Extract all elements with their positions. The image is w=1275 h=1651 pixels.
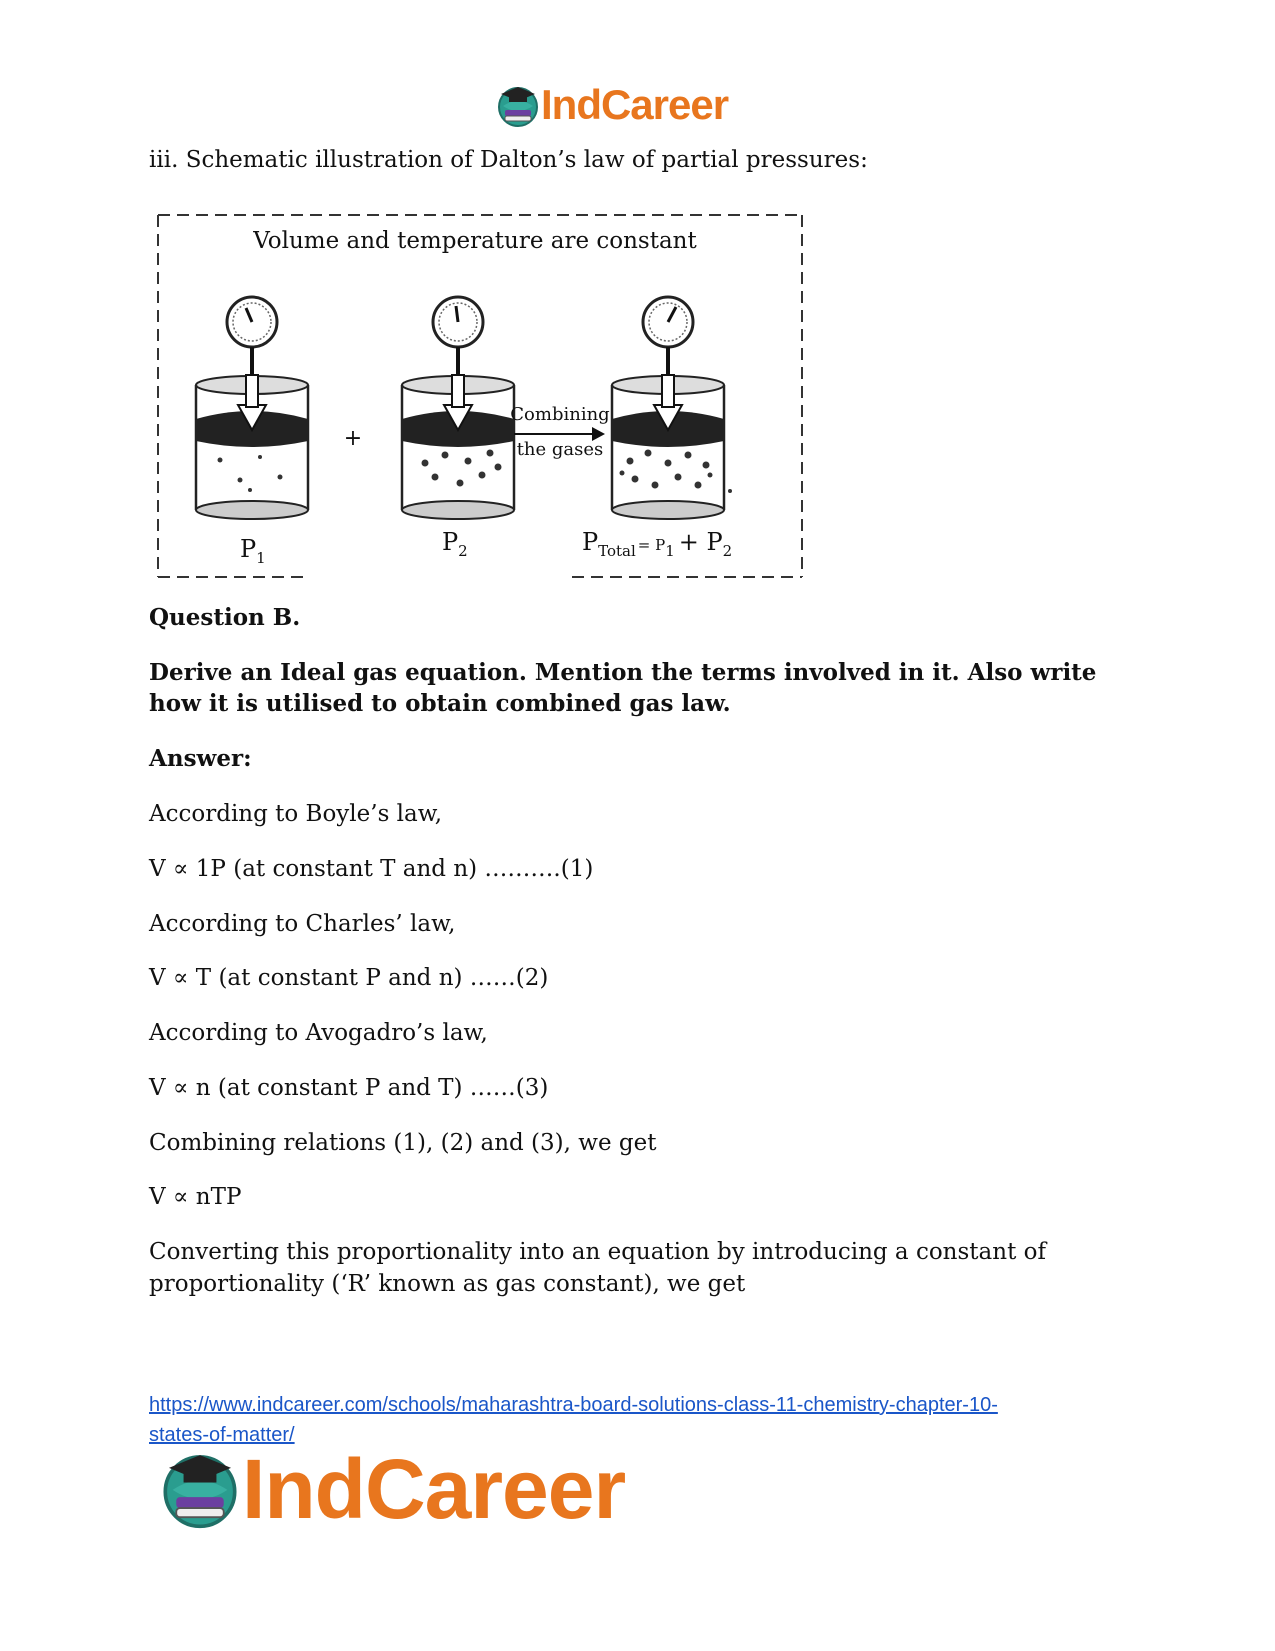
globe-graduation-cap-icon [495,82,541,128]
globe-graduation-cap-icon [158,1446,242,1530]
footer-logo-text: IndCareer [242,1442,626,1536]
question-line-2: how it is utilised to obtain combined gas law. [149,690,731,717]
diagram-top-label: Volume and temperature are constant [253,228,697,254]
container-total [612,297,732,519]
conclusion-line-1: Converting this proportionality into an equation by introducing a constant of [149,1239,1046,1265]
answer-line-avogadro: According to Avogadro’s law, [149,1020,488,1046]
answer-line-combined: V ∝ nTP [149,1184,242,1210]
answer-line-combining: Combining relations (1), (2) and (3), we get [149,1130,657,1156]
answer-line-eq3: V ∝ n (at constant P and T) ……(3) [149,1075,549,1101]
container-1-label: $P_1$ [240,535,266,567]
answer-line-boyle: According to Boyle’s law, [149,801,443,827]
answer-line-charles: According to Charles’ law, [149,911,456,937]
footer-link[interactable] [149,1390,1149,1450]
container-1 [196,297,308,519]
answer-line-eq2: V ∝ T (at constant P and n) ……(2) [149,965,549,991]
footer-link-line-2[interactable]: states-of-matter/ [149,1424,295,1446]
header-logo [495,80,775,130]
question-line-1: Derive an Ideal gas equation. Mention the terms involved in it. Also write [149,659,1097,686]
container-2 [402,297,514,519]
footer-logo [158,1444,718,1534]
question-heading: Question B. [149,604,301,631]
arrow-label-line2: the gases [516,439,604,460]
plus-sign: + [343,426,363,451]
header-logo-text: IndCareer [541,81,729,128]
total-pressure-label: $P_{Total}$ $^{= P}_1 + P_2$ [582,528,733,560]
conclusion-line-2: proportionality (‘R’ known as gas constant), we get [149,1271,746,1297]
figure-caption: iii. Schematic illustration of Dalton’s law of partial pressures: [149,147,868,173]
container-2-label: $P_2$ [442,528,468,560]
footer-link-line-1[interactable]: https://www.indcareer.com/schools/maharashtra-board-solutions-class-11-chemistry-chapter-10- [149,1394,998,1416]
answer-heading: Answer: [149,745,252,772]
arrow-label-line1: Combining [510,404,610,425]
answer-line-eq1: V ∝ 1P (at constant T and n) ……….(1) [149,856,594,882]
dalton-diagram [150,205,810,585]
